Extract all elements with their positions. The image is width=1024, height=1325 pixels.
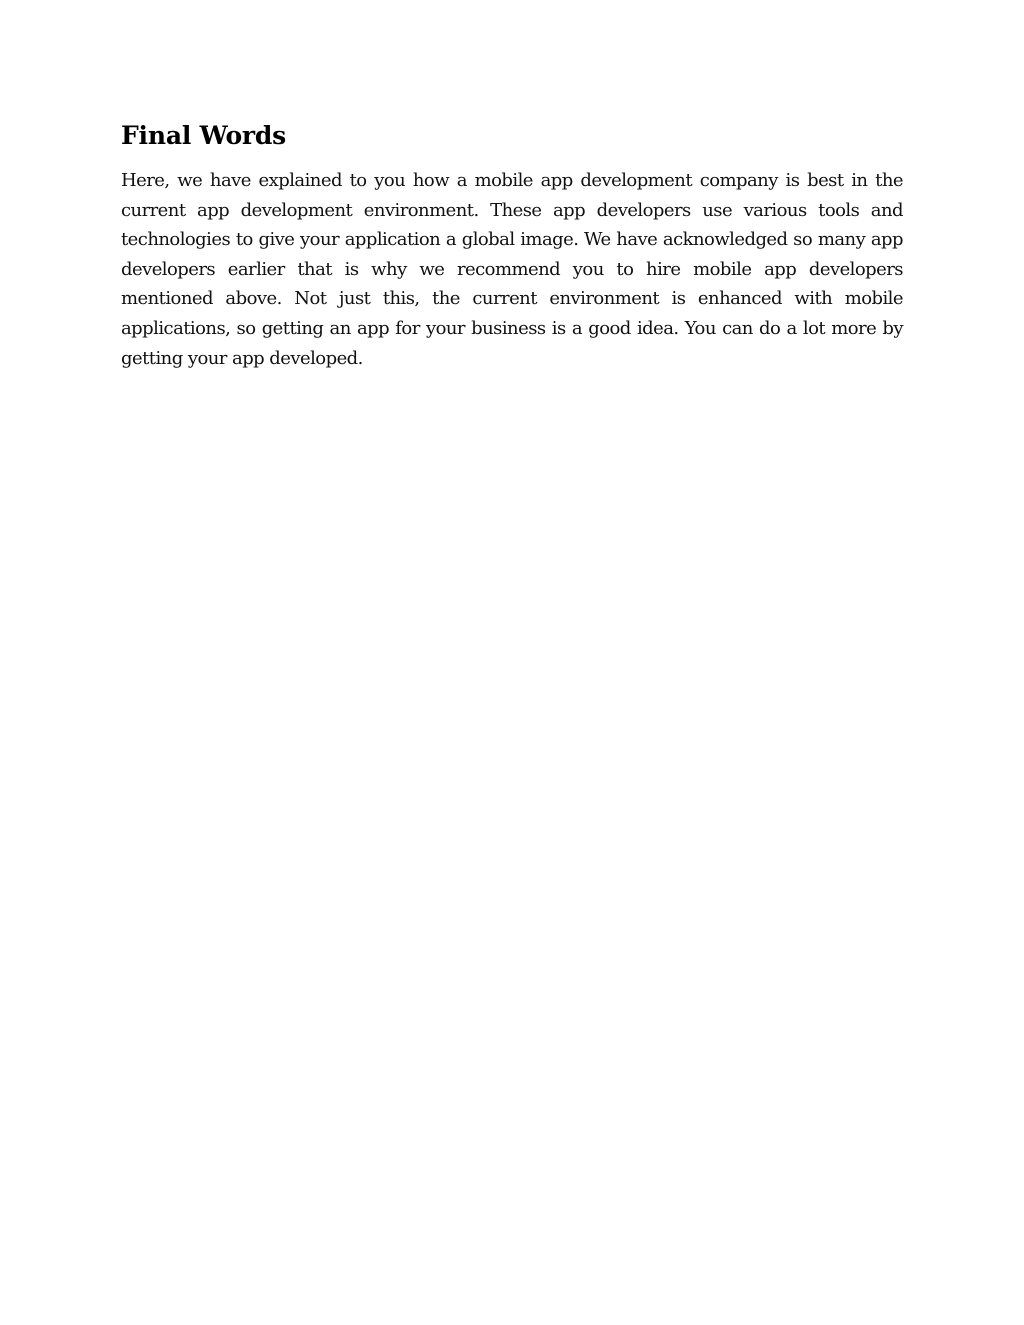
section-heading: Final Words: [121, 121, 287, 150]
body-paragraph: Here, we have explained to you how a mobile app development company is best in the current app development environment. These app developers use various tools and technologies to give your application a global image. We have acknowledged so many app developers earlier that is why we recommend you to hire mobile app developers mentioned above. Not just this, the current environment is enhanced with mobile applications, so getting an app for your business is a good idea. You can do a lot more by getting your app developed.: [121, 170, 903, 369]
document-content: [121, 118, 903, 373]
